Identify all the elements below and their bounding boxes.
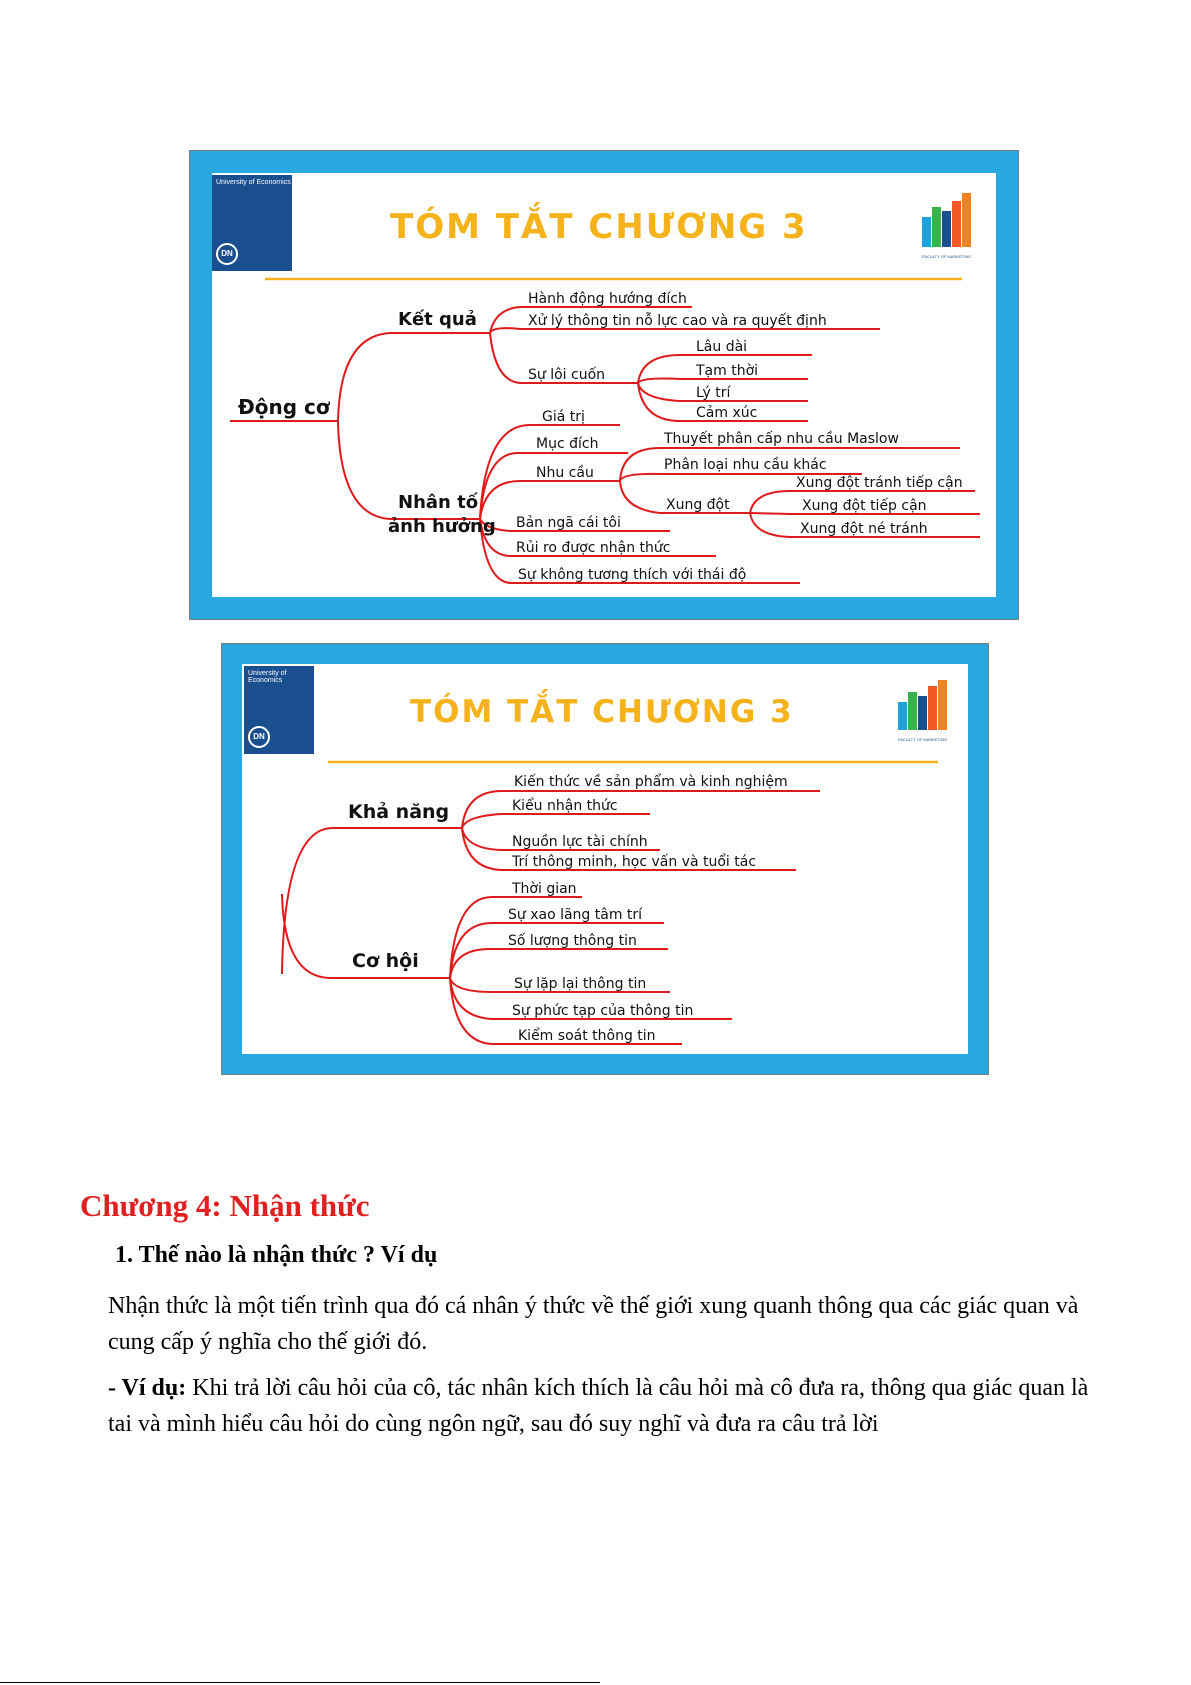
node-xung-dot-ne-tranh: Xung đột né tránh	[800, 521, 928, 537]
slide-2-title: TÓM TẮT CHƯƠNG 3	[410, 694, 794, 730]
node-gia-tri: Giá trị	[542, 409, 585, 425]
node-kiem-soat: Kiểm soát thông tin	[518, 1028, 656, 1044]
node-ket-qua: Kết quả	[398, 309, 477, 330]
footer-rule	[0, 1682, 600, 1683]
node-su-loi-cuon: Sự lôi cuốn	[528, 367, 606, 383]
node-nhu-cau: Nhu cầu	[536, 465, 594, 481]
slide-1	[189, 150, 1019, 620]
definition-paragraph: Nhận thức là một tiến trình qua đó cá nhân ý thức về thế giới xung quanh thông qua các giác quan và cung cấp ý nghĩa cho thế giới đó.	[108, 1293, 1079, 1355]
node-muc-dich: Mục đích	[536, 436, 599, 452]
node-xung-dot-tiep-can: Xung đột tiếp cận	[802, 498, 927, 514]
node-ly-tri: Lý trí	[696, 385, 731, 401]
university-logo-mark: DN	[216, 243, 238, 265]
node-phan-loai-nhu-cau: Phân loại nhu cầu khác	[664, 457, 827, 473]
node-xung-dot-tranh-tiep-can: Xung đột tránh tiếp cận	[796, 475, 963, 491]
node-lap-lai: Sự lặp lại thông tin	[514, 976, 647, 992]
node-thoi-gian: Thời gian	[512, 881, 577, 897]
node-cam-xuc: Cảm xúc	[696, 405, 758, 421]
faculty-logo-text: FACULTY OF MARKETING	[922, 254, 972, 259]
node-hanh-dong-huong-dich: Hành động hướng đích	[528, 291, 687, 307]
node-so-luong: Số lượng thông tin	[508, 933, 637, 949]
university-logo-text: University of Economics	[216, 179, 291, 186]
node-xung-dot: Xung đột	[666, 497, 730, 513]
node-maslow: Thuyết phân cấp nhu cầu Maslow	[664, 431, 899, 447]
node-phuc-tap: Sự phức tạp của thông tin	[512, 1003, 694, 1019]
node-lau-dai: Lâu dài	[696, 339, 748, 355]
example-label: - Ví dụ:	[108, 1375, 187, 1401]
node-khong-tuong-thich: Sự không tương thích với thái độ	[518, 567, 747, 583]
node-anh-huong: ảnh hưởng	[388, 516, 496, 537]
node-dong-co: Động cơ	[238, 395, 330, 419]
node-nguon-luc: Nguồn lực tài chính	[512, 834, 648, 850]
university-logo-mark: DN	[248, 726, 270, 748]
university-logo-text: University of Economics	[248, 670, 287, 684]
node-ban-nga: Bản ngã cái tôi	[516, 515, 621, 531]
node-xu-ly-thong-tin: Xử lý thông tin nỗ lực cao và ra quyết định	[528, 313, 827, 329]
node-xao-lang: Sự xao lãng tâm trí	[508, 907, 643, 923]
question-heading: 1. Thế nào là nhận thức ? Ví dụ	[115, 1242, 438, 1268]
example-paragraph	[108, 1370, 1108, 1442]
slide-2	[221, 643, 989, 1075]
slide-1-mindmap	[190, 151, 1018, 619]
node-nhan-to: Nhân tố	[398, 492, 479, 513]
chapter-title: Chương 4: Nhận thức	[80, 1188, 370, 1223]
faculty-logo-text: FACULTY OF MARKETING	[898, 737, 948, 742]
slide-2-mindmap	[222, 644, 988, 1074]
node-kien-thuc: Kiến thức về sản phẩm và kinh nghiệm	[514, 774, 788, 790]
slide-1-title: TÓM TẮT CHƯƠNG 3	[390, 207, 808, 247]
node-tam-thoi: Tạm thời	[696, 363, 759, 379]
node-co-hoi: Cơ hội	[352, 950, 419, 972]
example-text: Khi trả lời câu hỏi của cô, tác nhân kích thích là câu hỏi mà cô đưa ra, thông qua giác quan là tai và mình hiểu câu hỏi do cùng ngôn ngữ, sau đó suy nghĩ và đưa ra câu trả lời	[108, 1375, 1089, 1437]
node-tri-thong-minh: Trí thông minh, học vấn và tuổi tác	[512, 854, 757, 870]
node-kieu-nhan-thuc: Kiểu nhận thức	[512, 798, 618, 814]
node-rui-ro: Rủi ro được nhận thức	[516, 540, 671, 556]
node-kha-nang: Khả năng	[348, 801, 450, 823]
